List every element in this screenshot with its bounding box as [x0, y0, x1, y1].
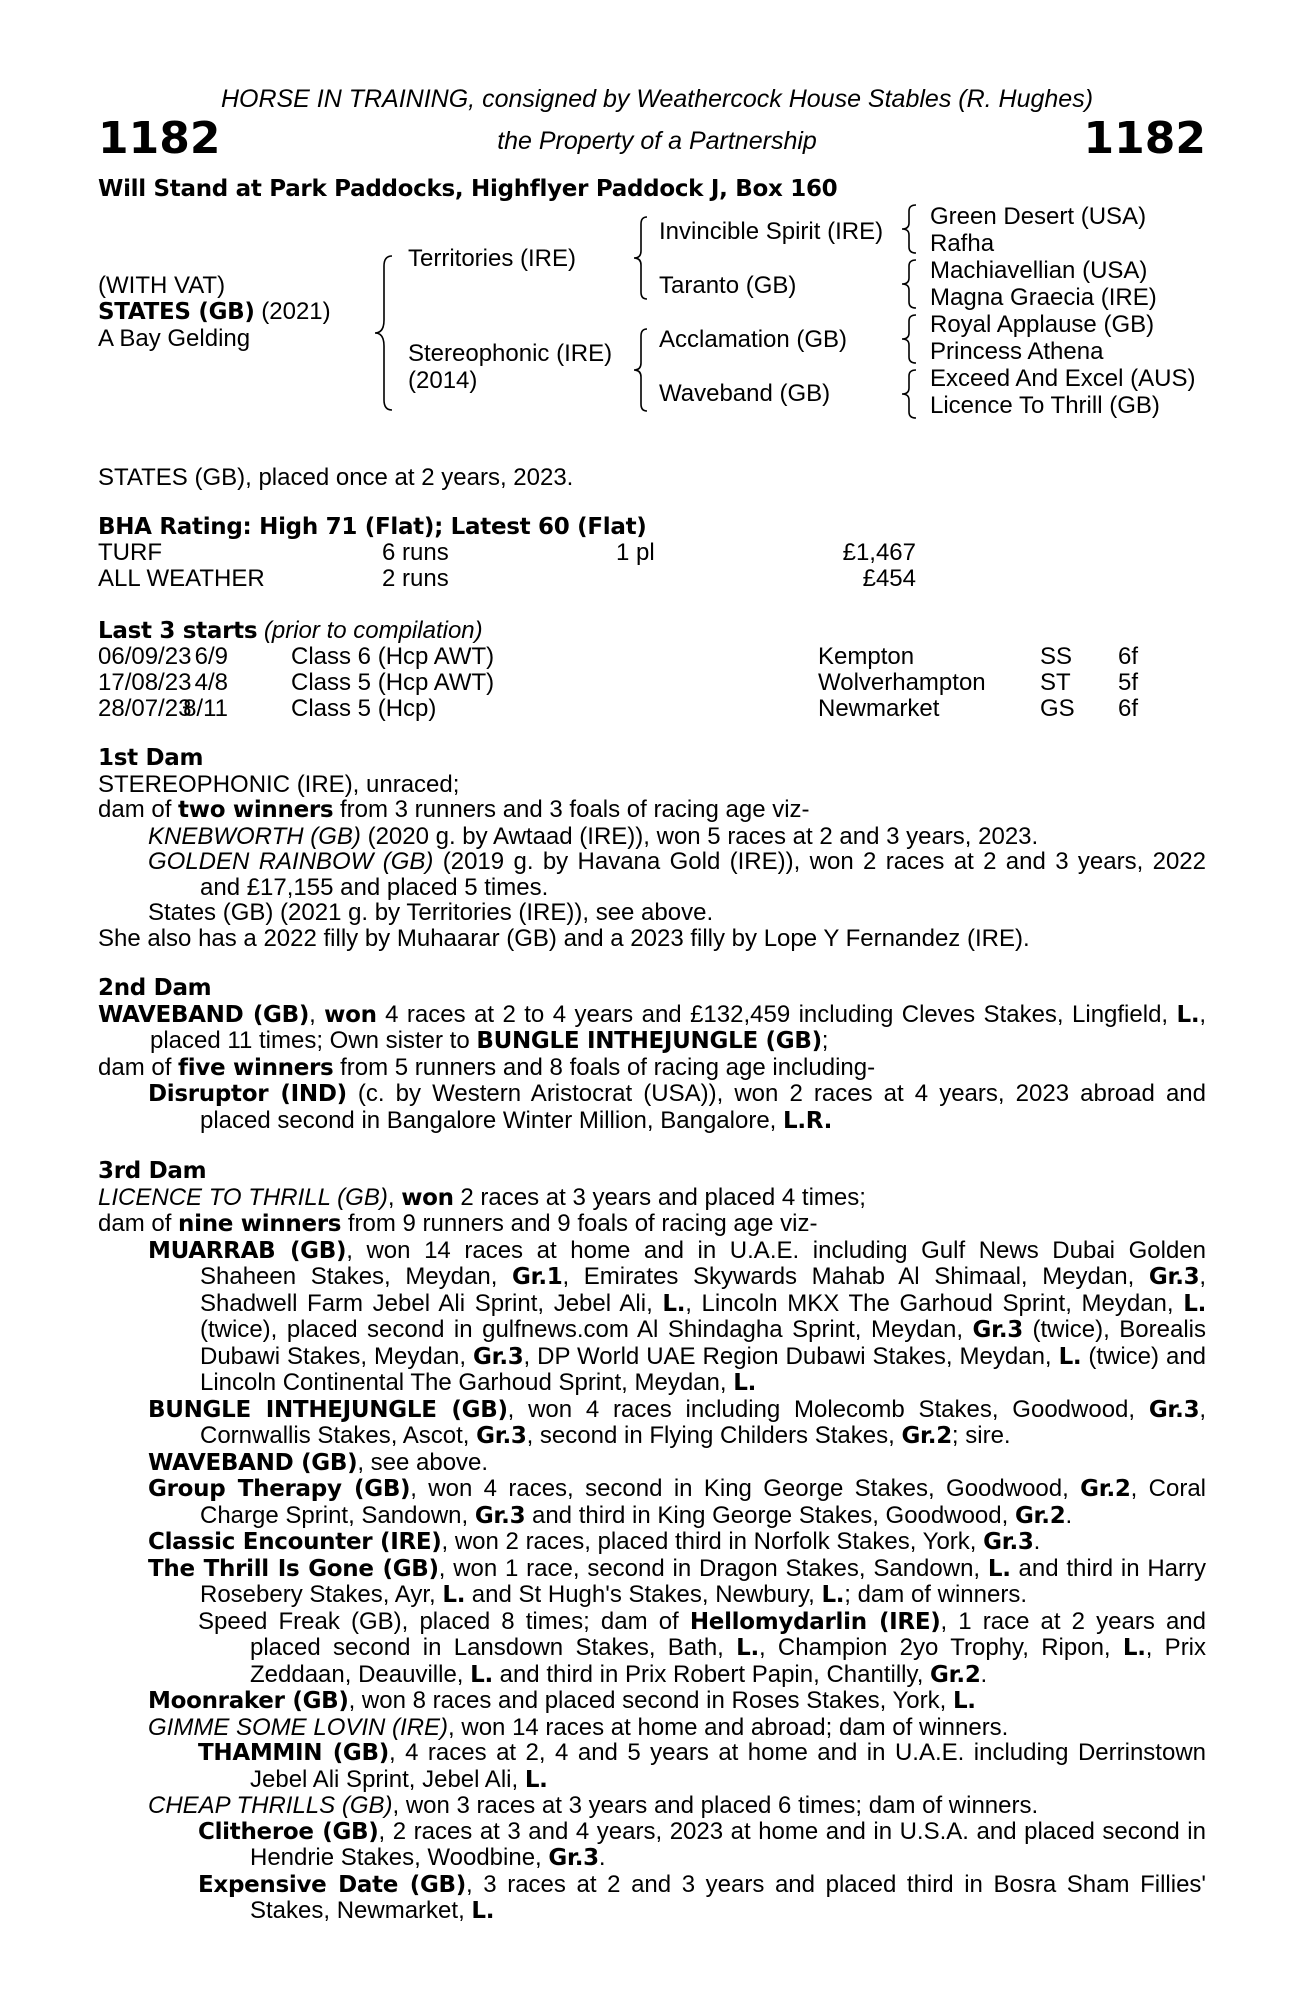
grade: Gr.2	[1080, 1476, 1131, 1502]
pedigree-ancestor: Exceed And Excel (AUS)	[930, 365, 1196, 392]
grade: Gr.3	[972, 1317, 1023, 1343]
text: ; dam of winners.	[844, 1581, 1027, 1608]
pedigree-brace-g2	[900, 258, 920, 310]
text: , won 3 races at 3 years and placed 6 times; dam of winners.	[392, 1792, 1039, 1819]
second-dam-heading: 2nd Dam	[98, 975, 212, 1001]
grade: L.	[442, 1582, 466, 1608]
third-dam-heading: 3rd Dam	[98, 1158, 207, 1184]
third-dam-produce	[98, 1211, 1206, 1238]
grade: Gr.3	[1148, 1264, 1200, 1290]
start-date: 28/07/23	[98, 695, 192, 722]
pedigree-ancestor: Princess Athena	[930, 338, 1104, 365]
text: , Prix Zeddaan, Deauville,	[250, 1634, 1207, 1688]
start-course: Wolverhampton	[818, 669, 986, 696]
grade: L.	[471, 1898, 495, 1924]
start-position: 6/9	[194, 643, 228, 670]
text: from 9 runners and 9 foals of racing age viz-	[341, 1210, 818, 1237]
horse-name: GIMME SOME LOVIN (IRE)	[148, 1713, 449, 1741]
text: , placed 11 times; Own sister to	[150, 1000, 1206, 1054]
text: , Champion 2yo Trophy, Ripon,	[758, 1634, 1123, 1661]
start-date: 06/09/23	[98, 643, 192, 670]
start-class: Class 5 (Hcp AWT)	[291, 669, 495, 696]
text: from 3 runners and 3 foals of racing age viz-	[333, 796, 810, 823]
pedigree-ancestor: Machiavellian (USA)	[930, 257, 1148, 284]
horse-year: (2021)	[261, 298, 331, 325]
horse-name: BUNGLE INTHEJUNGLE (GB)	[476, 1028, 822, 1054]
pedigree-sire-dam: Taranto (GB)	[659, 272, 797, 299]
grade: L.	[524, 1766, 548, 1793]
rating-placings: 1 pl	[616, 539, 655, 566]
grade: L.	[662, 1290, 686, 1317]
pedigree-brace-g3	[900, 313, 920, 365]
pedigree-sire-sire: Invincible Spirit (IRE)	[659, 218, 884, 245]
pedigree-ancestor: Green Desert (USA)	[930, 203, 1147, 230]
start-class: Class 6 (Hcp AWT)	[291, 643, 495, 670]
offspring-disruptor	[98, 1081, 1206, 1134]
winner-count: nine winners	[178, 1211, 342, 1237]
third-dam-licence	[98, 1185, 1206, 1212]
offspring-moonraker	[98, 1688, 1206, 1715]
first-dam-produce	[98, 797, 1206, 824]
start-row	[98, 644, 1218, 670]
grand-offspring-clitheroe	[98, 1819, 1206, 1872]
start-course: Newmarket	[818, 695, 940, 722]
horse-description: A Bay Gelding	[98, 325, 251, 352]
grade: L.	[470, 1661, 493, 1688]
consignment-line: HORSE IN TRAINING, consigned by Weathercock House Stables (R. Hughes)	[220, 85, 1094, 113]
start-position: 8/11	[183, 695, 228, 722]
offspring-muarrab	[98, 1238, 1206, 1397]
start-position: 4/8	[194, 669, 228, 696]
start-class: Class 5 (Hcp)	[291, 695, 437, 722]
pedigree-ancestor: Magna Graecia (IRE)	[930, 284, 1157, 311]
text: ; sire.	[951, 1422, 1011, 1449]
grade: L.	[736, 1635, 759, 1661]
grade: Gr.3	[476, 1423, 527, 1449]
horse-name: Classic Encounter (IRE)	[148, 1529, 442, 1555]
pedigree-sire: Territories (IRE)	[408, 245, 577, 272]
pedigree-dam-dam: Waveband (GB)	[659, 380, 831, 407]
offspring-golden-rainbow	[98, 849, 1206, 900]
grade: L.	[1122, 1635, 1146, 1661]
pedigree-ancestor: Rafha	[930, 230, 995, 257]
grade: L.	[1058, 1343, 1082, 1370]
first-dam-heading: 1st Dam	[98, 745, 204, 771]
grade: Gr.2	[901, 1423, 952, 1449]
rating-row	[98, 540, 1218, 566]
text: and third in Harry Rosebery Stakes, Ayr,	[200, 1554, 1207, 1608]
start-going: SS	[1040, 643, 1073, 670]
text: , 4 races at 2, 4 and 5 years at home and in U.A.E. including Derrinstown Jebel Ali Sprint, Jebel Ali,	[250, 1739, 1206, 1793]
text: dam of	[98, 1053, 179, 1081]
text: , won 2 races, placed third in Norfolk Stakes, York,	[441, 1528, 984, 1555]
start-row	[98, 670, 1218, 696]
horse-name: THAMMIN (GB)	[198, 1740, 389, 1766]
winner-count: five winners	[178, 1054, 334, 1081]
grade: Gr.1	[511, 1264, 563, 1290]
text: from 5 runners and 8 foals of racing age including-	[333, 1053, 876, 1081]
horse-name: BUNGLE INTHEJUNGLE (GB)	[148, 1396, 508, 1423]
start-distance: 6f	[1118, 643, 1139, 670]
lot-number-left: 1182	[98, 113, 221, 164]
horse-name: CHEAP THRILLS (GB)	[148, 1792, 393, 1819]
rating-earnings: £454	[862, 565, 916, 592]
horse-name: WAVEBAND (GB)	[98, 1001, 310, 1028]
pedigree-dam-sire: Acclamation (GB)	[659, 326, 848, 353]
text: ,	[309, 1000, 325, 1028]
grade: Gr.3	[983, 1529, 1034, 1555]
pedigree-dam-year: (2014)	[408, 367, 478, 394]
text: (2020 g. by Awtaad (IRE)), won 5 races at 2 and 3 years, 2023.	[360, 822, 1039, 850]
grade: L.	[987, 1555, 1011, 1582]
text: (twice), Borealis Dubawi Stakes, Meydan,	[200, 1316, 1207, 1370]
first-dam-intro: STEREOPHONIC (IRE), unraced;	[98, 770, 460, 798]
race-summary: STATES (GB), placed once at 2 years, 2023.	[98, 464, 574, 491]
grade: L.	[1176, 1001, 1200, 1028]
last-starts-note: (prior to compilation)	[263, 617, 483, 644]
start-course: Kempton	[818, 643, 915, 670]
pedigree-ancestor: Licence To Thrill (GB)	[930, 392, 1160, 419]
text: , Coral Charge Sprint, Sandown,	[200, 1475, 1207, 1529]
text: , won 14 races at home and in U.A.E. including Gulf News Dubai Golden Shaheen Stakes, Meydan,	[200, 1236, 1207, 1290]
text: ,	[387, 1183, 402, 1211]
start-distance: 5f	[1118, 669, 1139, 696]
text: won	[324, 1001, 377, 1028]
offspring-knebworth	[98, 824, 1206, 850]
text: , won 4 races including Molecomb Stakes, Goodwood,	[507, 1395, 1149, 1423]
grade: Gr.3	[1148, 1396, 1200, 1423]
text: .	[980, 1660, 988, 1688]
rating-earnings: £1,467	[842, 539, 916, 566]
text: , won 4 races, second in King George Stakes, Goodwood,	[410, 1475, 1081, 1502]
text: , see above.	[357, 1448, 489, 1476]
grade: Gr.2	[930, 1661, 981, 1688]
rating-surface: ALL WEATHER	[98, 565, 265, 592]
vat-note: (WITH VAT)	[98, 272, 226, 299]
stable-location: Will Stand at Park Paddocks, Highflyer Paddock J, Box 160	[98, 176, 838, 202]
text: and St Hugh's Stakes, Newbury,	[465, 1581, 822, 1608]
horse-name: Hellomydarlin (IRE)	[689, 1608, 941, 1635]
grade: Gr.2	[1014, 1502, 1066, 1529]
text: and third in Prix Robert Papin, Chantilly,	[492, 1660, 931, 1688]
grade: L.	[952, 1688, 976, 1714]
pedigree-brace-main	[372, 254, 396, 412]
horse-name: Clitheroe (GB)	[198, 1818, 379, 1845]
text: .	[598, 1844, 606, 1871]
grand-offspring-speed-freak	[98, 1609, 1206, 1689]
horse-name: MUARRAB (GB)	[148, 1237, 347, 1264]
rating-runs: 2 runs	[382, 565, 449, 592]
offspring-classic-encounter	[98, 1529, 1206, 1556]
text: (twice) and Lincoln Continental The Garhoud Sprint, Meydan,	[200, 1342, 1207, 1396]
horse-title	[98, 299, 331, 325]
grade: L.	[733, 1370, 757, 1396]
grade: L.	[1183, 1290, 1207, 1317]
text: , second in Flying Childers Stakes,	[526, 1422, 902, 1449]
text: , 3 races at 2 and 3 years and placed third in Bosra Sham Fillies' Stakes, Newmarket,	[250, 1870, 1207, 1924]
rating-runs: 6 runs	[382, 539, 449, 566]
grade: L.R.	[783, 1107, 833, 1134]
pedigree-brace-dam	[632, 327, 650, 413]
offspring-gimme-some-lovin	[98, 1715, 1206, 1741]
pedigree-dam: Stereophonic (IRE)	[408, 340, 613, 367]
start-going: GS	[1040, 695, 1075, 722]
offspring-waveband	[98, 1450, 1206, 1477]
offspring-states: States (GB) (2021 g. by Territories (IRE)), see above.	[148, 899, 714, 926]
offspring-bungle-inthejungle	[98, 1397, 1206, 1450]
text: ;	[821, 1027, 829, 1054]
text: , won 14 races at home and abroad; dam of winners.	[448, 1713, 1009, 1741]
text: dam of	[98, 1210, 179, 1237]
text: (twice), placed second in gulfnews.com Al Shindagha Sprint, Meydan,	[200, 1316, 973, 1343]
text: , DP World UAE Region Dubawi Stakes, Meydan,	[523, 1342, 1059, 1370]
text: , Cornwallis Stakes, Ascot,	[200, 1395, 1206, 1449]
text: , Lincoln MKX The Garhoud Sprint, Meydan,	[685, 1289, 1184, 1317]
pedigree-brace-g1	[900, 203, 920, 255]
grade: Gr.3	[474, 1502, 526, 1529]
rating-row	[98, 566, 1218, 592]
bha-rating: BHA Rating: High 71 (Flat); Latest 60 (Flat)	[98, 514, 647, 540]
text: , 2 races at 3 and 4 years, 2023 at home and in U.S.A. and placed second in Hendrie Stakes, Woodbine,	[250, 1817, 1206, 1871]
lot-number-right: 1182	[1083, 113, 1206, 164]
horse-name: The Thrill Is Gone (GB)	[148, 1555, 439, 1582]
offspring-cheap-thrills	[98, 1793, 1206, 1819]
text: .	[1033, 1528, 1041, 1555]
horse-name: Expensive Date (GB)	[198, 1871, 466, 1898]
second-dam-produce	[98, 1055, 1206, 1082]
pedigree-brace-g4	[900, 368, 920, 420]
horse-name: WAVEBAND (GB)	[148, 1449, 358, 1476]
horse-name: Moonraker (GB)	[148, 1688, 349, 1714]
text: (c. by Western Aristocrat (USA)), won 2 races at 4 years, 2023 abroad and placed second in Bangalore Winter Million, Bangalore,	[200, 1080, 1206, 1134]
grade: L.	[821, 1582, 845, 1608]
horse-name: KNEBWORTH (GB)	[148, 822, 361, 850]
winner-count: two winners	[178, 797, 334, 823]
pedigree-ancestor: Royal Applause (GB)	[930, 311, 1155, 338]
horse-name: GOLDEN RAINBOW (GB)	[148, 848, 434, 875]
last-starts-heading	[98, 618, 483, 644]
horse-name: Disruptor (IND)	[148, 1081, 347, 1107]
grand-offspring-thammin	[98, 1740, 1206, 1793]
text: and third in King George Stakes, Goodwood,	[525, 1501, 1015, 1529]
text: .	[1065, 1501, 1073, 1529]
grade: Gr.3	[473, 1343, 524, 1370]
grade: Gr.3	[548, 1845, 599, 1871]
start-date: 17/08/23	[98, 669, 192, 696]
offspring-the-thrill-is-gone	[98, 1556, 1206, 1609]
second-dam-waveband	[98, 1002, 1206, 1055]
text: dam of	[98, 796, 179, 823]
last-starts-title: Last 3 starts	[98, 618, 258, 644]
horse-name: STATES (GB)	[98, 299, 255, 325]
start-going: ST	[1040, 669, 1071, 696]
rating-surface: TURF	[98, 539, 162, 566]
property-line: the Property of a Partnership	[497, 127, 817, 155]
horse-name: LICENCE TO THRILL (GB)	[98, 1183, 388, 1211]
text: , Shadwell Farm Jebel Ali Sprint, Jebel Ali,	[200, 1263, 1207, 1317]
text: , won 8 races and placed second in Roses Stakes, York,	[348, 1687, 953, 1714]
text: won	[401, 1184, 454, 1211]
offspring-group-therapy	[98, 1476, 1206, 1529]
horse-name: Group Therapy (GB)	[148, 1476, 411, 1502]
start-row	[98, 696, 1218, 722]
text: Speed Freak (GB), placed 8 times; dam of	[198, 1607, 690, 1635]
text: (2019 g. by Havana Gold (IRE)), won 2 races at 2 and 3 years, 2022 and £17,155 and placed 5 times.	[200, 848, 1206, 901]
pedigree-brace-sire	[632, 215, 650, 301]
first-dam-also: She also has a 2022 filly by Muhaarar (GB) and a 2023 filly by Lope Y Fernandez (IRE).	[98, 924, 1030, 952]
text: 4 races at 2 to 4 years and £132,459 including Cleves Stakes, Lingfield,	[376, 1000, 1177, 1028]
text: 2 races at 3 years and placed 4 times;	[453, 1183, 866, 1211]
text: , Emirates Skywards Mahab Al Shimaal, Meydan,	[562, 1263, 1149, 1290]
dam-pedigree-notes	[98, 746, 1206, 1925]
grand-offspring-expensive-date	[98, 1872, 1206, 1925]
text: , won 1 race, second in Dragon Stakes, Sandown,	[438, 1554, 988, 1582]
text: , 1 race at 2 years and placed second in Lansdown Stakes, Bath,	[250, 1607, 1207, 1661]
start-distance: 6f	[1118, 695, 1139, 722]
